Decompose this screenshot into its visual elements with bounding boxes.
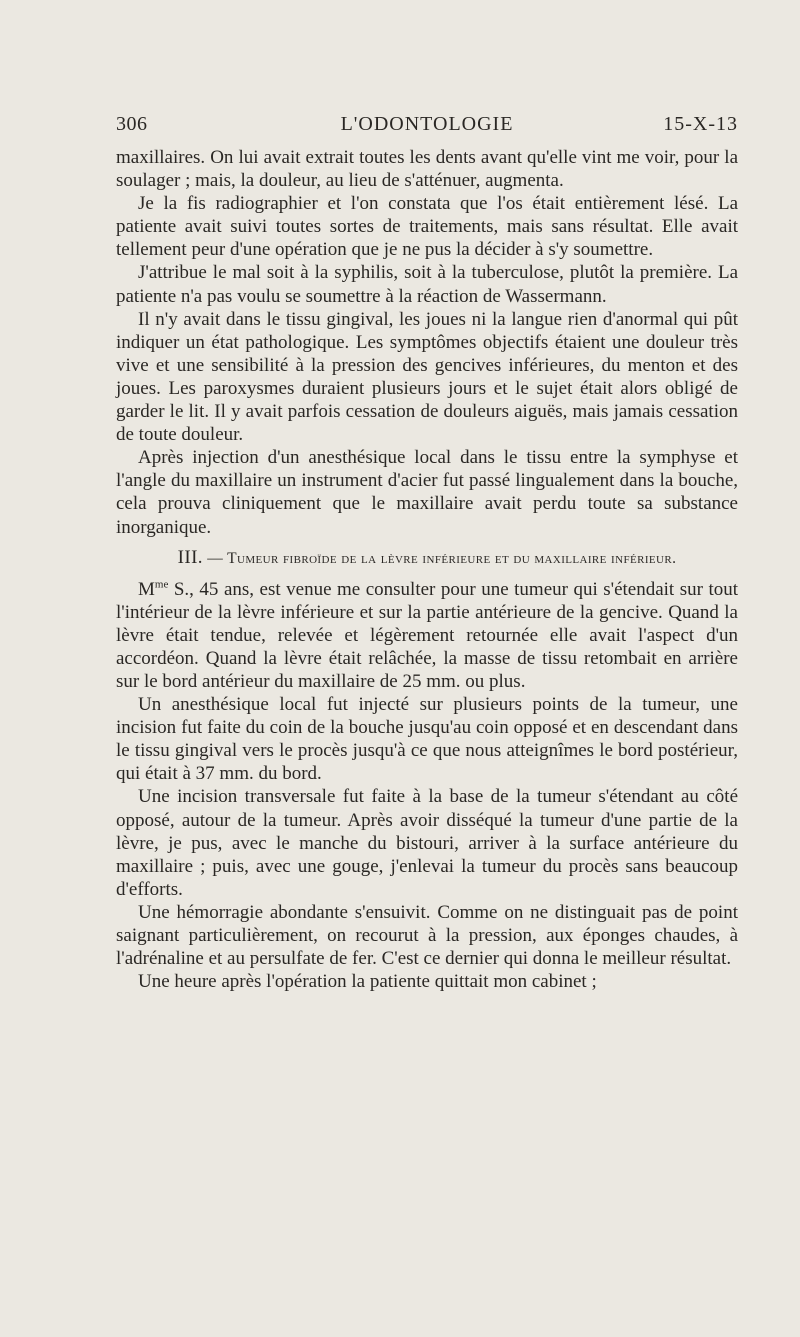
section-heading [116, 547, 738, 570]
page-number: 306 [116, 113, 148, 135]
case-text: S., 45 ans, est venue me consulter pour une tumeur qui s'étendait sur tout l'intérieur de la lèvre inférieure et sur la partie antérieure de la gencive. Quand la lèvre était tendue, relevée et légèrement retournée elle avait l'aspect d'un accordéon. Quand la lèvre était relâchée, la masse de tissu retombait en arrière sur le bord antérieur du maxillaire de 25 mm. ou plus. [116, 578, 738, 692]
section-title: Tumeur fibroïde de la lèvre inférieure et du maxillaire inférieur. [227, 549, 677, 567]
running-head [116, 113, 738, 139]
body-text [116, 146, 738, 993]
section-dash: — [207, 549, 224, 567]
journal-title: L'ODONTOLOGIE [340, 113, 514, 135]
paragraph: Une hémorragie abondante s'ensuivit. Comme on ne distinguait pas de point saignant particulièrement, on recourut à la pression, aux éponges chaudes, à l'adrénaline et au persulfate de fer. C'est ce dernier qui donna le meilleur résultat. [116, 901, 738, 970]
paragraph: J'attribue le mal soit à la syphilis, soit à la tuberculose, plutôt la première. La patiente n'a pas voulu se soumettre à la réaction de Wassermann. [116, 262, 738, 307]
case-paragraph [116, 578, 738, 693]
paragraph: Je la fis radiographier et l'on constata que l'os était entièrement lésé. La patiente avait suivi toutes sortes de traitements, mais sans résultat. Elle avait tellement peur d'une opération que je ne pus la décider à s'y soumettre. [116, 193, 738, 261]
title-abbrev-superscript: me [154, 578, 169, 591]
section-number: III. [177, 546, 203, 568]
title-abbrev: M [138, 578, 155, 600]
paragraph: Après injection d'un anesthésique local dans le tissu entre la symphyse et l'angle du maxillaire un instrument d'acier fut passé lingualement dans la bouche, cela prouva cliniquement que le maxillaire avait perdu toute sa substance inorganique. [116, 447, 738, 538]
paragraph: Un anesthésique local fut injecté sur plusieurs points de la tumeur, une incision fut faite du coin de la bouche jusqu'au coin opposé et en descendant dans le tissu gingival vers le procès jusqu'à ce que nous atteignîmes le bord postérieur, qui était à 37 mm. du bord. [116, 694, 738, 785]
paragraph: Une heure après l'opération la patiente quittait mon cabinet ; [138, 971, 597, 993]
paragraph: maxillaires. On lui avait extrait toutes les dents avant qu'elle vint me voir, pour la soulager ; mais, la douleur, au lieu de s'atténuer, augmenta. [116, 147, 738, 192]
issue-date: 15-X-13 [663, 113, 738, 135]
paragraph: Il n'y avait dans le tissu gingival, les joues ni la langue rien d'anormal qui pût indiquer un état pathologique. Les symptômes objectifs étaient une douleur très vive et une sensibilité à la pression des gencives inférieures, du menton et des joues. Les paroxysmes duraient plusieurs jours et le sujet était alors obligé de garder le lit. Il y avait parfois cessation de douleurs aiguës, mais jamais cessation de toute douleur. [116, 308, 738, 446]
paragraph: Une incision transversale fut faite à la base de la tumeur s'étendant au côté opposé, autour de la tumeur. Après avoir disséqué la tumeur d'une partie de la lèvre, je pus, avec le manche du bistouri, arriver à la surface antérieure du maxillaire ; puis, avec une gouge, j'enlevai la tumeur du procès sans beaucoup d'efforts. [116, 786, 738, 900]
